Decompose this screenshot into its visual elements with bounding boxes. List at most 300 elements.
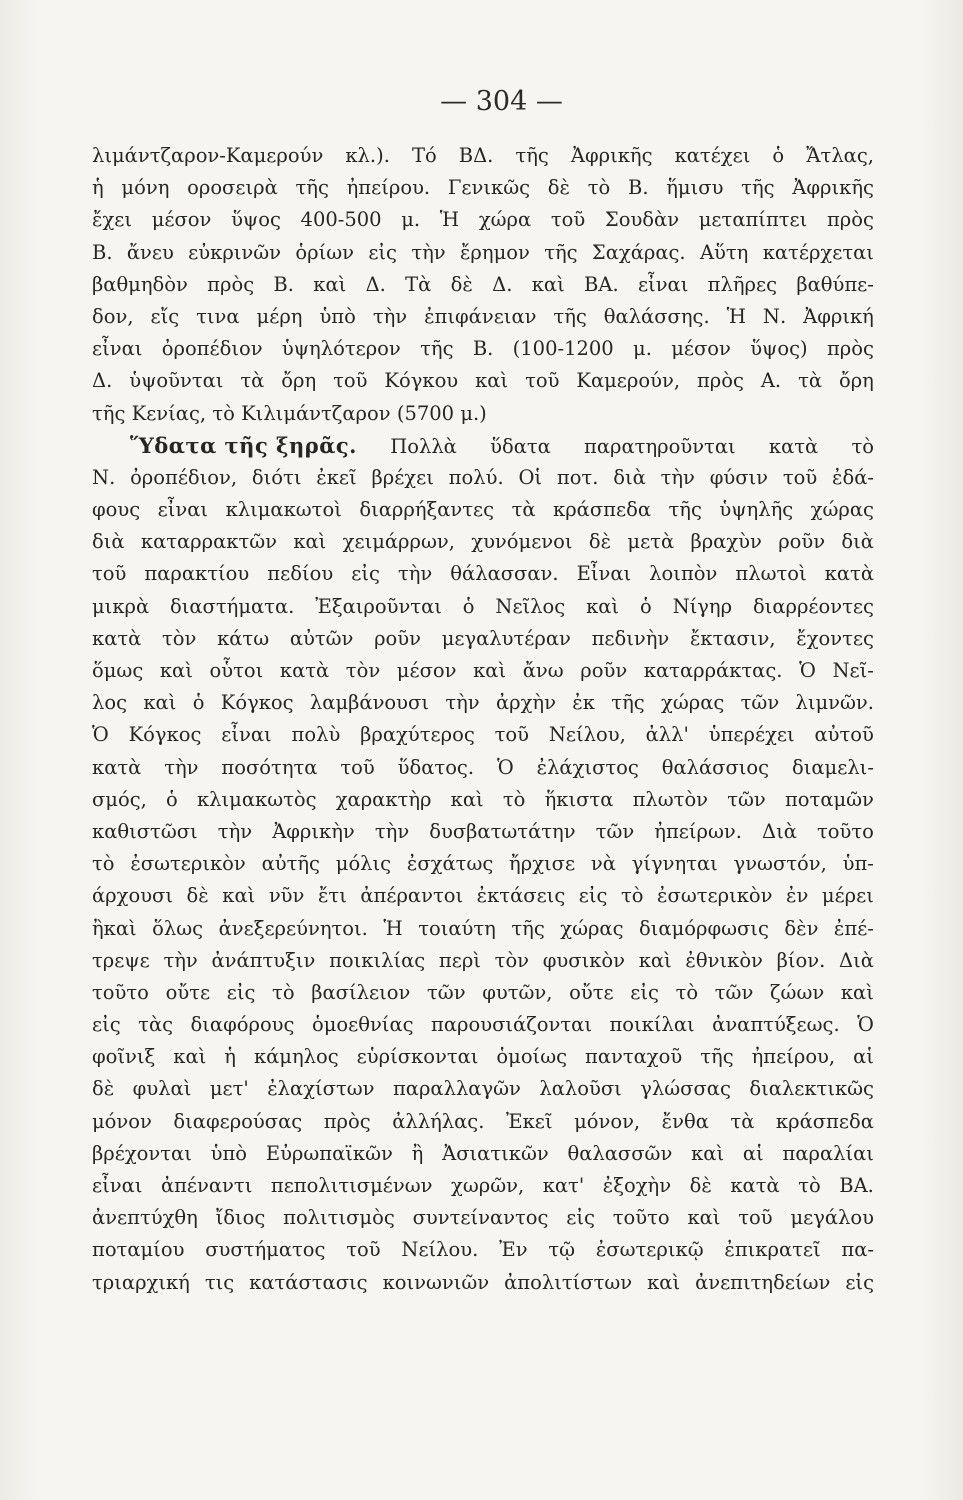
word: πολύ. bbox=[448, 465, 504, 489]
text-line bbox=[92, 462, 874, 494]
word: ἔκτασιν, bbox=[689, 626, 776, 650]
word: τοῦ bbox=[738, 1206, 773, 1230]
word: Γενικῶς bbox=[447, 176, 531, 200]
word: τὴν bbox=[163, 948, 198, 972]
word: εἶναι bbox=[637, 272, 689, 296]
word: εἰς bbox=[368, 240, 397, 264]
word: ὁ bbox=[639, 594, 652, 618]
text-line bbox=[92, 1267, 874, 1299]
word: θαλασσῶν bbox=[567, 1141, 673, 1165]
word: χαρακτὴρ bbox=[335, 787, 432, 811]
word: διὰ bbox=[613, 465, 646, 489]
word: καταρρακτῶν bbox=[140, 530, 278, 554]
text-line bbox=[92, 848, 874, 880]
text-line bbox=[92, 430, 874, 462]
word: Αὕτη bbox=[699, 240, 749, 264]
word: Ὁ bbox=[496, 755, 514, 779]
word: κλ.). bbox=[345, 144, 390, 167]
word: ὁ bbox=[772, 144, 785, 167]
word: μεταπίπτει bbox=[698, 208, 808, 232]
word: χώρας bbox=[661, 691, 725, 715]
word: οὔτε bbox=[165, 980, 211, 1004]
word: Ὁ bbox=[857, 1013, 874, 1037]
word: χώρας bbox=[810, 498, 874, 522]
word: δυσβατωτάτην bbox=[429, 819, 576, 843]
word: παραλίαι bbox=[782, 1141, 874, 1165]
word: κοινωνιῶν bbox=[382, 1270, 490, 1294]
word: συντείναντος bbox=[412, 1206, 549, 1230]
word: τὴν bbox=[445, 691, 480, 715]
word: Δ. bbox=[492, 272, 513, 296]
page-number: — 304 — bbox=[440, 86, 563, 117]
word: ΒΑ. bbox=[839, 1174, 874, 1197]
word: ὑπὸ bbox=[210, 1141, 248, 1165]
word: θαλάσσης. bbox=[603, 304, 710, 328]
word: ποταμίου bbox=[92, 1238, 185, 1262]
word: γλώσσας bbox=[640, 1077, 731, 1101]
word: τοῦ bbox=[525, 369, 560, 393]
word: ἀναπτύξεως. bbox=[712, 1013, 840, 1037]
word: βίον. bbox=[776, 948, 826, 972]
word: πα- bbox=[841, 1238, 874, 1262]
word: ὕδατος. bbox=[397, 755, 475, 779]
word: τὸν bbox=[494, 948, 530, 972]
word: τοῦ bbox=[346, 1238, 381, 1262]
word: καὶ bbox=[293, 530, 327, 554]
word: εἶναι bbox=[92, 337, 143, 361]
word: πολιτισμὸς bbox=[283, 1206, 395, 1230]
word: ὄρη bbox=[838, 369, 874, 393]
word: καὶ bbox=[687, 1206, 721, 1230]
word: εἴς bbox=[150, 304, 180, 328]
word: οροσειρὰ bbox=[187, 176, 278, 200]
word: κατὰ bbox=[279, 659, 330, 682]
text-line bbox=[92, 945, 874, 977]
word: ζώων bbox=[769, 980, 825, 1004]
word: μέσον bbox=[671, 337, 731, 361]
word: πρὸς bbox=[323, 1109, 371, 1133]
word: καταρράκτας. bbox=[643, 659, 783, 682]
word: ποσότητα bbox=[221, 755, 318, 779]
word: ἠπείρου, bbox=[751, 1045, 836, 1069]
word: Ἄτλας, bbox=[806, 144, 874, 167]
word: τὸ bbox=[675, 980, 699, 1004]
word: τοῦ bbox=[550, 208, 586, 232]
word: φυσικὸν bbox=[542, 948, 625, 972]
word: ἐσωτερικῷ bbox=[595, 1238, 704, 1262]
word: κάτω bbox=[217, 626, 270, 650]
word: ἡ bbox=[224, 1045, 236, 1069]
word: τὴν bbox=[411, 240, 446, 264]
text-line bbox=[92, 784, 874, 816]
word: χειμάρρων, bbox=[342, 530, 455, 554]
word: καθιστῶσι bbox=[92, 819, 198, 843]
text-line bbox=[92, 1106, 874, 1138]
word: φυλαὶ bbox=[132, 1077, 192, 1101]
word: τις bbox=[204, 1270, 235, 1294]
word: δὲ bbox=[186, 884, 209, 908]
word: παραλλαγῶν bbox=[392, 1077, 521, 1101]
word: κατ' bbox=[542, 1174, 585, 1197]
word: καὶ bbox=[475, 369, 509, 393]
word: ροῦν bbox=[580, 659, 628, 682]
word: διαφερούσας bbox=[173, 1109, 303, 1133]
word: τῶν bbox=[740, 691, 780, 715]
word: βρέχονται bbox=[92, 1141, 192, 1165]
word: ἄνω bbox=[522, 659, 564, 682]
word: Διὰ bbox=[839, 948, 874, 972]
word: Νείλου. bbox=[401, 1238, 479, 1262]
word: πρὸς bbox=[826, 208, 874, 232]
word: ἀρχὴν bbox=[495, 691, 556, 715]
word: κατέχει bbox=[674, 144, 751, 167]
word: λος bbox=[92, 691, 128, 715]
word: Οἱ bbox=[518, 465, 543, 489]
word: βραχύτερος bbox=[360, 723, 475, 747]
word: φους bbox=[92, 498, 141, 522]
word: αὐτῶν bbox=[289, 626, 354, 650]
word: ἥκιστα bbox=[544, 787, 614, 811]
word: Διὰ bbox=[762, 819, 797, 843]
text-line bbox=[92, 752, 874, 784]
word: κράσπεδα bbox=[775, 1109, 874, 1133]
word: μεγαλυτέραν bbox=[441, 626, 571, 650]
word: πεδινὴν bbox=[591, 626, 670, 650]
word: Ἡ bbox=[439, 208, 460, 232]
text-line bbox=[92, 719, 874, 751]
word: ἠπείρων. bbox=[654, 819, 742, 843]
word: πρὸς bbox=[826, 337, 874, 361]
word: τὴν bbox=[397, 562, 433, 586]
word: τῆς bbox=[700, 1045, 734, 1069]
word: Νεῖλος bbox=[495, 594, 566, 618]
word: τῶν bbox=[727, 787, 766, 811]
word: ἐθνικὸν bbox=[685, 948, 763, 972]
word: κατὰ bbox=[824, 562, 874, 586]
word: ὄρη bbox=[281, 369, 317, 393]
word: ἐδά- bbox=[832, 465, 874, 489]
word: ἔτι bbox=[317, 884, 347, 908]
text-line bbox=[92, 816, 874, 848]
word: ἔνθα bbox=[661, 1109, 709, 1133]
word: χωρῶν, bbox=[451, 1174, 525, 1197]
word: Εὐρωπαϊκῶν bbox=[265, 1141, 393, 1165]
word: δὲ bbox=[450, 272, 473, 296]
word: τῶν bbox=[595, 819, 635, 843]
word: καὶ bbox=[222, 884, 256, 908]
word: κάμηλος bbox=[253, 1045, 339, 1069]
word: παρουσιάζονται bbox=[431, 1013, 592, 1037]
word: κατάστασις bbox=[249, 1270, 368, 1294]
word: χυνόμενοι bbox=[471, 530, 573, 554]
word: τοῦ bbox=[782, 465, 818, 489]
word: ὁρίων bbox=[295, 240, 354, 264]
word: γνωστόν, bbox=[733, 852, 827, 876]
word: εἰς bbox=[578, 884, 608, 908]
text-line bbox=[92, 172, 874, 204]
word: διαμελι- bbox=[791, 755, 874, 779]
word: πεπολιτισμένων bbox=[270, 1174, 433, 1197]
word: καὶ bbox=[638, 948, 672, 972]
word: τὸ bbox=[851, 434, 874, 458]
word: τὸ bbox=[798, 1174, 821, 1197]
word: ποταμῶν bbox=[784, 787, 874, 811]
word: πρὸς bbox=[207, 272, 255, 296]
word: Ἐν bbox=[499, 1238, 528, 1262]
word: τὸ bbox=[587, 176, 611, 200]
text-line bbox=[92, 1138, 874, 1170]
word: τοῦ bbox=[92, 562, 127, 586]
word: ὑπ- bbox=[842, 852, 874, 876]
word: τινα bbox=[196, 304, 240, 328]
word: Β. bbox=[472, 337, 494, 361]
word: ὑψηλότερον bbox=[281, 337, 401, 361]
word: διαλεκτικῶς bbox=[749, 1077, 874, 1101]
word: τριαρχική bbox=[92, 1270, 190, 1294]
word: πλῆρες bbox=[707, 272, 778, 296]
word: ὕψος) bbox=[750, 337, 808, 361]
word: ἀνεπτύχθη bbox=[92, 1206, 198, 1230]
text-line bbox=[92, 591, 874, 623]
word: ἀπέραντοι bbox=[360, 884, 464, 908]
word: ἐσωτερικὸν bbox=[130, 852, 246, 876]
word: πρὸς bbox=[696, 369, 744, 393]
text-line bbox=[92, 140, 874, 172]
word: διὰ bbox=[841, 530, 874, 554]
word: Νείλου, bbox=[548, 723, 626, 747]
word: εἶναι bbox=[92, 1174, 143, 1197]
word: καὶ bbox=[531, 272, 565, 296]
word: τῆς bbox=[511, 916, 545, 940]
word: ἐκτάσεις bbox=[476, 884, 566, 908]
word: Κενίας, bbox=[131, 401, 207, 425]
word: χώρας bbox=[560, 916, 624, 940]
word: Ἐξαιροῦνται bbox=[315, 594, 442, 618]
word: τῆς bbox=[295, 176, 329, 200]
word: βασίλειον bbox=[311, 980, 411, 1004]
word: τῆς bbox=[92, 401, 126, 425]
word: ὕδατα bbox=[490, 434, 551, 458]
word: ὁ bbox=[192, 691, 205, 715]
word: ὀροπέδιον bbox=[161, 337, 263, 361]
word: κατὰ bbox=[92, 626, 142, 650]
word: κατὰ bbox=[730, 1174, 780, 1197]
body-text bbox=[92, 140, 874, 1299]
word: νὰ bbox=[590, 852, 616, 876]
word: τὴν bbox=[374, 819, 410, 843]
text-line bbox=[92, 1009, 874, 1041]
word: μεγάλου bbox=[790, 1206, 874, 1230]
word: Ν. bbox=[92, 465, 116, 489]
text-line bbox=[92, 365, 874, 397]
word: άρχουσι bbox=[92, 884, 173, 908]
word: θάλασσαν. bbox=[450, 562, 559, 586]
word: δὲν bbox=[784, 916, 819, 940]
word: λαλοῦσι bbox=[539, 1077, 622, 1101]
word: μόνη bbox=[121, 176, 170, 200]
word: μόνον bbox=[92, 1109, 152, 1133]
word: πεδίου bbox=[267, 562, 334, 586]
word: ἀπέναντι bbox=[160, 1174, 253, 1197]
word: ἄνευ bbox=[126, 240, 174, 264]
text-line bbox=[92, 687, 874, 719]
word: ἠπείρου. bbox=[346, 176, 431, 200]
word: ἀλλ' bbox=[645, 723, 689, 747]
word: Ἐκεῖ bbox=[505, 1109, 553, 1133]
word: τὸ bbox=[620, 884, 644, 908]
word: ὑψηλῆς bbox=[719, 498, 794, 522]
word: μ.) bbox=[460, 401, 487, 425]
word: πολὺ bbox=[291, 723, 341, 747]
word: ὀροπέδιον, bbox=[130, 465, 238, 489]
word: καὶ bbox=[159, 659, 193, 682]
word: ἢκαὶ bbox=[92, 916, 137, 940]
word: τὸν bbox=[162, 626, 197, 650]
word: Β. bbox=[627, 176, 649, 200]
word: τοῦ bbox=[333, 369, 368, 393]
word: κατὰ bbox=[92, 755, 142, 779]
word: τρεψε bbox=[92, 948, 150, 972]
word: εἶναι bbox=[157, 498, 209, 522]
word: τὸ bbox=[502, 787, 526, 811]
word: διὰ bbox=[92, 530, 125, 554]
word: ΒΔ. bbox=[458, 144, 494, 167]
word: εἰς bbox=[226, 980, 256, 1004]
word: Ἀφρική bbox=[803, 304, 874, 328]
word: ἴδιος bbox=[215, 1206, 266, 1230]
word: βραχὺν bbox=[690, 530, 762, 554]
word: Σουδὰν bbox=[604, 208, 680, 232]
word: ὁμοεθνίας bbox=[311, 1013, 414, 1037]
word: ἀπολιτίστων bbox=[504, 1270, 633, 1294]
word: τὰ bbox=[240, 369, 265, 393]
word: εὐκρινῶν bbox=[188, 240, 282, 264]
word: μέσον bbox=[396, 659, 457, 682]
word: διαρρήξαντες bbox=[359, 498, 495, 522]
word: τῶν bbox=[427, 980, 466, 1004]
word: κατέρχεται bbox=[762, 240, 874, 264]
word: Κόγκος bbox=[128, 723, 202, 747]
word: ὅλως bbox=[152, 916, 204, 940]
word: τὸν bbox=[345, 659, 381, 682]
text-line bbox=[92, 655, 874, 687]
word: αἱ bbox=[853, 1045, 874, 1069]
word: Ἡ bbox=[383, 916, 403, 940]
word: αἱ bbox=[742, 1141, 764, 1165]
word: μετ' bbox=[209, 1077, 249, 1101]
text-line bbox=[92, 623, 874, 655]
word: Τὰ bbox=[405, 272, 432, 296]
word: πλωτοὶ bbox=[735, 562, 807, 586]
word: ἀνεπιτηδείων bbox=[695, 1270, 831, 1294]
text-line bbox=[92, 494, 874, 526]
word: εὑρίσκονται bbox=[356, 1045, 479, 1069]
text-line bbox=[92, 913, 874, 945]
word: δὲ bbox=[92, 1077, 115, 1101]
word: τὰ bbox=[730, 1109, 755, 1133]
word: ροῦν bbox=[778, 530, 826, 554]
word: ἐλαχίστων bbox=[267, 1077, 375, 1101]
text-line bbox=[92, 1202, 874, 1234]
word: δὲ bbox=[588, 530, 612, 554]
word: ἥμισυ bbox=[666, 176, 724, 200]
word: καὶ bbox=[840, 980, 874, 1004]
word: ἔρημον bbox=[459, 240, 530, 264]
word: καὶ bbox=[586, 594, 620, 618]
word: εἰς bbox=[630, 980, 659, 1004]
word: εἰς bbox=[92, 1013, 121, 1037]
word: περὶ bbox=[438, 948, 481, 972]
word: λοιπὸν bbox=[649, 562, 718, 586]
word: ἔχοντες bbox=[796, 626, 874, 650]
text-line bbox=[92, 333, 874, 365]
text-line bbox=[92, 398, 874, 430]
word: καὶ bbox=[647, 1270, 681, 1294]
word: τὰ bbox=[798, 369, 823, 393]
word: ἐπέ- bbox=[833, 916, 874, 940]
word: Πολλὰ bbox=[390, 434, 457, 458]
word: βρέχει bbox=[371, 465, 434, 489]
word: Ἀφρικῆς bbox=[570, 144, 653, 167]
word: Καμερούν, bbox=[576, 369, 681, 393]
text-line bbox=[92, 1073, 874, 1105]
word: ἤρχισε bbox=[509, 852, 576, 876]
section-heading: Ὕδατα τῆς ξηρᾶς. bbox=[130, 432, 357, 458]
word: (100-1200 bbox=[512, 337, 614, 361]
word: ἢ bbox=[411, 1141, 424, 1165]
word: τοῦ bbox=[494, 723, 529, 747]
word: οὔτε bbox=[569, 980, 614, 1004]
word: μέρη bbox=[256, 304, 303, 328]
word: Β. bbox=[92, 240, 113, 264]
word: μέσον bbox=[151, 208, 212, 232]
word: ὑψοῦνται bbox=[129, 369, 224, 393]
word: φύσιν bbox=[709, 465, 769, 489]
text-line bbox=[92, 237, 874, 269]
word: εἶναι bbox=[221, 723, 272, 747]
word: Κόγκος bbox=[220, 691, 294, 715]
word: τῶν bbox=[714, 980, 754, 1004]
word: ὑπερέχει bbox=[708, 723, 795, 747]
word: τῆς bbox=[515, 144, 549, 167]
word: τῆς bbox=[420, 337, 454, 361]
word: ἐπιφάνειαν bbox=[424, 304, 537, 328]
word: ὁμοίως bbox=[496, 1045, 568, 1069]
word: αὐτῆς bbox=[261, 852, 320, 876]
word: καὶ bbox=[473, 659, 507, 682]
word: διαρρέοντες bbox=[752, 594, 874, 618]
word: ὕψος bbox=[231, 208, 281, 232]
word: Εἶναι bbox=[576, 562, 632, 586]
word: εἰς bbox=[566, 1206, 595, 1230]
word: λιμνῶν. bbox=[795, 691, 874, 715]
word: Δ. bbox=[92, 369, 113, 393]
text-line bbox=[92, 977, 874, 1009]
word: ἀλλήλας. bbox=[392, 1109, 485, 1133]
word: κράσπεδα bbox=[553, 498, 651, 522]
word: Κόγκου bbox=[384, 369, 459, 393]
word: λιμάντζαρον-Καμερούν bbox=[92, 144, 324, 167]
word: τῷ bbox=[548, 1238, 576, 1262]
word: τὸ bbox=[272, 980, 295, 1004]
word: τὸ bbox=[92, 852, 115, 876]
word: τὴν bbox=[372, 304, 408, 328]
text-line bbox=[92, 526, 874, 558]
word: ΒΑ. bbox=[584, 272, 619, 296]
word: δὲ bbox=[547, 176, 570, 200]
word: λαμβάνουσι bbox=[309, 691, 429, 715]
word: Ὁ bbox=[799, 659, 816, 682]
